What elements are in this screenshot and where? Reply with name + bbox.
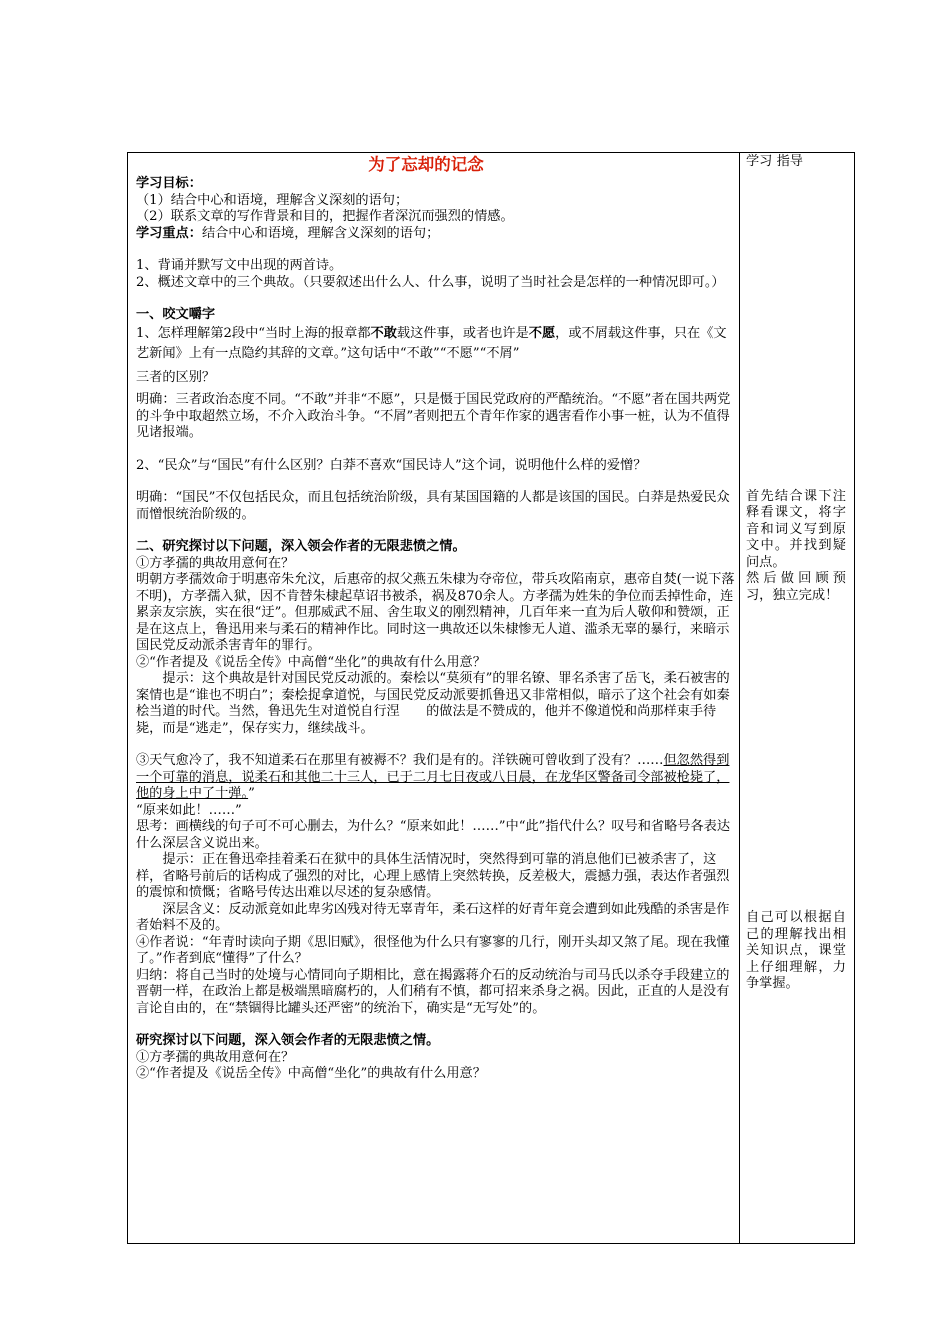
side-note-1: 首先结合课下注释看课文，将字音和词义写到原文中。并找到疑问点。 xyxy=(746,488,846,570)
s2-answer-2: 提示：这个典故是针对国民党反动派的。秦桧以“莫须有”的罪名镣、罪名杀害了岳飞，柔石被害的案情也是“谁也不明白”；秦桧捉拿道悦，与国民党反动派要抓鲁迅又非常相似，暗示了这个社会有如秦桧当道的时代。当然，鲁迅先生对道悦自行涅 的做法是不赞成的，他并不像道悦和尚那样束手待毙，而是“逃走”，保存实力，继续战斗。 xyxy=(136,671,730,736)
goals-label: 学习目标： xyxy=(136,176,202,191)
s2-answer-3-deep: 深层含义：反动派竟如此卑劣凶残对待无辜青年，柔石这样的好青年竟会遭到如此残酷的杀害是作者始料不及的。 xyxy=(136,901,730,933)
s2-answer-4: 归纳：将自己当时的处境与心情同向子期相比，意在揭露蒋介石的反动统治与司马氏以杀夺手段建立的晋朝一样，在政治上都是极端黑暗腐朽的，人们稍有不慎，都可招来杀身之祸。因此，正直的人是没有言论自由的，在“禁锢得比罐头还严密”的统治下，确实是“无写处”的。 xyxy=(136,967,730,1016)
s2-answer-3: 提示：正在鲁迅牵挂着柔石在狱中的具体生活情况时，突然得到可靠的消息他们已被杀害了，这样，省略号前后的话构成了强烈的对比，心理上感情上突然转换，反差极大，震撼力强，表达作者强烈的震惊和愤慨；省略号传达出难以尽述的复杂感情。 xyxy=(136,852,730,900)
s2-question-2: ②“作者提及《说岳全传》中高僧“坐化”的典故有什么用意？ xyxy=(136,654,486,670)
focus-label: 学习重点： xyxy=(136,225,202,241)
side-column xyxy=(746,154,846,993)
pre-task-2: 2、概述文章中的三个典故。（只要叙述出什么人、什么事，说明了当时社会是怎样的一种情况即可。） xyxy=(136,274,725,290)
answer-1: 明确：三者政治态度不同。“不敢”并非“不愿”，只是慑于国民党政府的严酷统治。“不愿”者在国共两党的斗争中取超然立场，不介入政治斗争。“不屑”者则把五个青年作家的遇害看作小事一桩，认为不值得见诸报端。 xyxy=(136,392,731,440)
question-1: 1、怎样理解第2段中“当时上海的报章都不敢载这件事，或者也许是不愿，或不屑载这件事，只在《文艺新闻》上有一点隐约其辞的文章。”这句话中“不敢”“不愿”“不屑” xyxy=(136,325,727,361)
s2-think: 思考：画横线的句子可不可心删去，为什么？“原来如此！……”中“此”指代什么？叹号和省略号各表达什么深层含义说出来。 xyxy=(136,819,731,851)
main-column xyxy=(136,154,736,1083)
column-divider xyxy=(739,153,740,1243)
underlined-sentence: 但忽然得到一个可靠的消息，说柔石和其他二十三人，已于二月七日夜或八日晨，在龙华区警备司令部被枪毙了，他的身上中了十弹。 xyxy=(136,753,730,801)
section3-title: 研究探讨以下问题，深入领会作者的无限悲愤之情。 xyxy=(136,1033,440,1048)
focus-line xyxy=(136,226,736,243)
focus-text: 结合中心和语境，理解含义深刻的语句； xyxy=(201,225,440,241)
section1-title: 一、咬文嚼字 xyxy=(136,307,216,322)
s3-item-1: ①方孝孺的典故用意何在？ xyxy=(136,1049,295,1065)
goal-1: （1）结合中心和语境，理解含义深刻的语句； xyxy=(136,192,409,208)
s2-quote: “原来如此！……” xyxy=(136,802,242,818)
s2-question-1: ①方孝孺的典故用意何在？ xyxy=(136,555,295,571)
question-2: 2、“民众”与“国民”有什么区别？白莽不喜欢“国民诗人”这个词，说明他什么样的爱憎？ xyxy=(136,457,647,473)
side-note-3: 自己可以根据自己的理解找出相关知识点，课堂上仔细理解，力争掌握。 xyxy=(746,910,846,991)
side-note-2: 然后做回顾预习，独立完成！ xyxy=(746,571,846,603)
s2-question-3: ③天气愈冷了，我不知道柔石在那里有被褥不？我们是有的。洋铁碗可曾收到了没有？……但忽然得到一个可靠的消息，说柔石和其他二十三人，已于二月七日夜或八日晨，在龙华区警备司令部被枪毙了，他的身上中了十弹。” xyxy=(136,753,730,801)
answer-2: 明确：“国民”不仅包括民众，而且包括统治阶级，具有某国国籍的人都是该国的国民。白莽是热爱民众而憎恨统治阶级的。 xyxy=(136,490,730,522)
section2-title: 二、研究探讨以下问题，深入领会作者的无限悲愤之情。 xyxy=(136,539,466,554)
s2-answer-1: 明朝方孝孺效命于明惠帝朱允汶，后惠帝的叔父燕五朱棣为夺帝位，带兵攻陷南京，惠帝自焚(一说下落不明)，方孝孺入狱，因不肯替朱棣起草诏书被杀，祸及870余人。方孝孺为姓朱的争位而丢掉性命，连累亲友宗族，实在很“迂”。但那威武不屈、舍生取义的刚烈精神，几百年来一直为后人敬仰和赞颂，正是在这点上，鲁迅用来与柔石的精神作比。同时这一典故还以朱棣惨无人道、滥杀无辜的暴行，来暗示国民党反动派杀害青年的罪行。 xyxy=(136,572,735,653)
goal-2: （2）联系文章的写作背景和目的，把握作者深沉而强烈的情感。 xyxy=(136,209,514,224)
pre-task-1: 1、背诵并默写文中出现的两首诗。 xyxy=(136,258,343,273)
s2-question-4: ④作者说：“年青时读向子期《思旧赋》，很怪他为什么只有寥寥的几行，刚开头却又煞了尾。现在我懂了。”作者到底“懂得”了什么？ xyxy=(136,934,730,966)
s3-item-2: ②“作者提及《说岳全传》中高僧“坐化”的典故有什么用意？ xyxy=(136,1066,486,1081)
question-1-tail: 三者的区别？ xyxy=(136,369,216,385)
side-header: 学习 指导 xyxy=(746,154,803,169)
page-title: 为了忘却的记念 xyxy=(368,155,484,174)
